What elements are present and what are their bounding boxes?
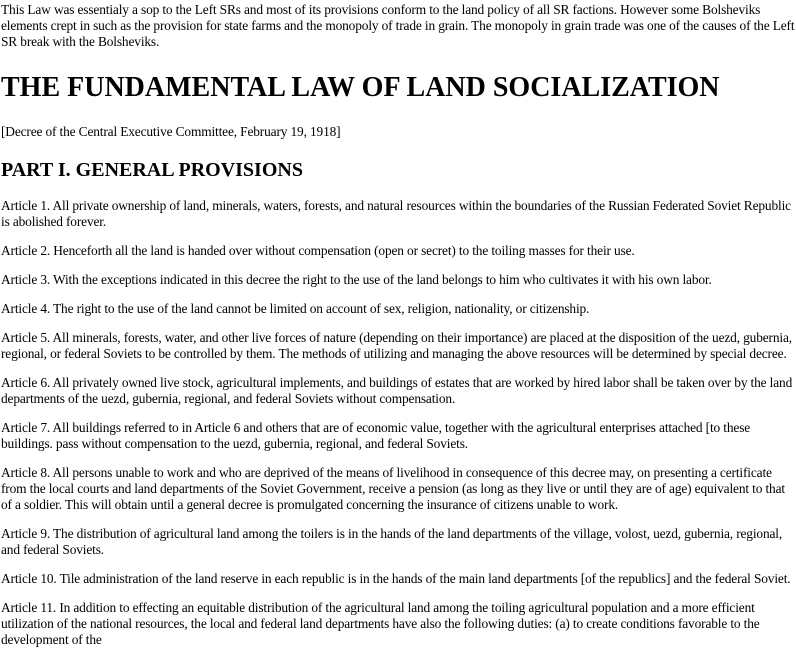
article-6: Article 6. All privately owned live stock, agricultural implements, and buildings of estates that are worked by hired labor shall be taken over by the land departments of the uezd, gubernia, regional, and federal Soviets without compensation. [1,375,793,406]
article-5: Article 5. All minerals, forests, water, and other live forces of nature (depending on their importance) are placed at the disposition of the uezd, gubernia, regional, or federal Soviets to be controlled by them. The methods of utilizing and managing the above resources will be determined by special decree. [1,330,792,361]
intro-paragraph: This Law was essentialy a sop to the Left SRs and most of its provisions conform to the land policy of all SR factions. However some Bolsheviks elements crept in such as the provision for state farms and the monopoly of trade in grain. The monopoly in grain trade was one of the causes of the Left SR break with the Bolsheviks. [1,2,795,49]
article-7: Article 7. All buildings referred to in Article 6 and others that are of economic value, together with the agricultural enterprises attached [to these buildings. pass without compensation to the uezd, gubernia, regional, and federal Soviets. [1,420,751,451]
article-1: Article 1. All private ownership of land, minerals, waters, forests, and natural resources within the boundaries of the Russian Federated Soviet Republic is abolished forever. [1,198,791,229]
article-10: Article 10. Tile administration of the land reserve in each republic is in the hands of the main land departments [of the republics] and the federal Soviet. [1,571,791,586]
article-11: Article 11. In addition to effecting an equitable distribution of the agricultural land among the toiling agricultural population and a more efficient utilization of the national resources, the local and federal land departments have also the following duties: (a) to create conditions favorable to the development of the [1,600,760,647]
article-8: Article 8. All persons unable to work and who are deprived of the means of livelihood in consequence of this decree may, on presenting a certificate from the local courts and land departments of the Soviet Government, receive a pension (as long as they live or until they are of age) equivalent to that of a soldier. This will obtain until a general decree is promulgated concerning the insurance of citizens unable to work. [1,465,785,512]
article-2: Article 2. Henceforth all the land is handed over without compensation (open or secret) to the toiling masses for their use. [1,243,635,258]
page-title: THE FUNDAMENTAL LAW OF LAND SOCIALIZATION [1,72,720,103]
article-3: Article 3. With the exceptions indicated in this decree the right to the use of the land belongs to him who cultivates it with his own labor. [1,272,712,287]
part-heading: PART I. GENERAL PROVISIONS [1,159,303,181]
article-4: Article 4. The right to the use of the land cannot be limited on account of sex, religion, nationality, or citizenship. [1,301,590,316]
decree-note: [Decree of the Central Executive Committee, February 19, 1918] [1,124,341,139]
article-9: Article 9. The distribution of agricultural land among the toilers is in the hands of the land departments of the village, volost, uezd, gubernia, regional, and federal Soviets. [1,526,783,557]
